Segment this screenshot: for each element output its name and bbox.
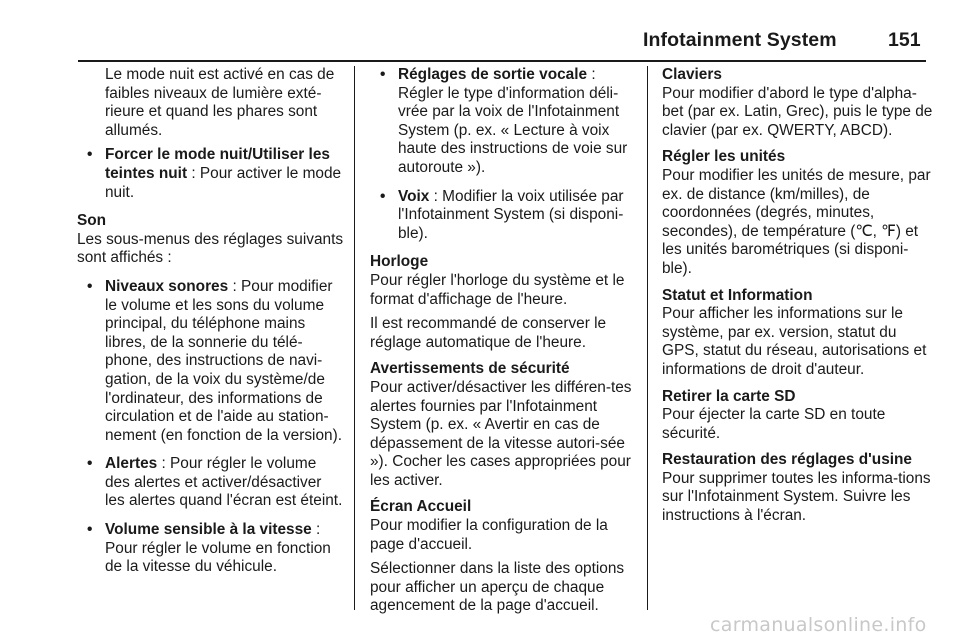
page-header: [0, 0, 960, 60]
bullet-dot: •: [87, 455, 93, 473]
paragraph: Pour régler l'horloge du système et le format d'affichage de l'heure.: [370, 271, 625, 308]
section-heading: Horloge: [370, 253, 429, 271]
paragraph: Les sous-menus des réglages suivants sont affichés :: [77, 230, 344, 267]
section-restauration: [662, 451, 937, 525]
section-heading: Statut et Information: [662, 286, 813, 304]
section-statut: [662, 287, 937, 380]
bullet-text: : Pour modifier le volume et les sons du volume principal, du téléphone mains libres, de la sonnerie du télé-phone, des instructions de navi-gation, de la voix du système/de l'ordinateur, des informations de circulation et de l'aide au station-nement (en fonction de la version).: [105, 277, 342, 444]
bullet-term: Voix: [398, 187, 430, 205]
section-heading: Son: [77, 212, 107, 230]
bullet-text: : Pour régler le volume des alertes et activer/désactiver les alertes quand l'écran est éteint.: [105, 455, 343, 510]
bullet-term: Forcer le mode nuit/Utiliser les teintes nuit: [105, 146, 330, 182]
bullet-dot: •: [380, 187, 386, 205]
paragraph: Le mode nuit est activé en cas de faibles niveaux de lumière exté-rieure et quand les phares sont allumés.: [105, 66, 335, 139]
bullet-dot: •: [87, 277, 93, 295]
column-divider: [647, 66, 648, 610]
paragraph: Pour activer/désactiver les différen-tes alertes fournies par l'Infotainment System (p. ex. « Avertir en cas de dépassement de la vitesse autori-sée »). Cocher les cases appropriées pour les activer.: [370, 378, 632, 489]
bullet-term: Réglages de sortie vocale: [398, 66, 588, 83]
section-heading: Écran Accueil: [370, 498, 472, 516]
section-avertissements: [370, 360, 640, 490]
section-heading: Restauration des réglages d'usine: [662, 451, 912, 469]
bullet-text: : Modifier la voix utilisée par l'Infotainment System (si disponi-ble).: [398, 187, 624, 242]
bullet-item: [77, 146, 345, 202]
column-2: [370, 66, 640, 624]
bullet-term: Alertes: [105, 455, 158, 473]
page-number: 151: [888, 29, 921, 51]
section-horloge: [370, 253, 640, 352]
bullet-text: : Pour activer le mode nuit.: [105, 164, 342, 201]
watermark: carmanualsonline.info: [710, 614, 927, 636]
bullet-dot: •: [380, 66, 386, 83]
paragraph: Il est recommandé de conserver le réglage automatique de l'heure.: [370, 315, 607, 351]
paragraph: Pour éjecter la carte SD en toute sécurité.: [662, 406, 886, 442]
bullet-text: : Pour régler le volume en fonction de la vitesse du véhicule.: [105, 521, 331, 576]
paragraph: Pour afficher les informations sur le système, par ex. version, statut du GPS, statut du réseau, autorisations et informations de droit d'auteur.: [662, 305, 927, 378]
column-3: [662, 66, 937, 534]
bullet-term: Niveaux sonores: [105, 277, 229, 295]
header-title: Infotainment System: [643, 29, 837, 51]
section-heading: Claviers: [662, 66, 722, 83]
column-divider: [354, 66, 355, 610]
paragraph: Sélectionner dans la liste des options pour afficher un aperçu de chaque agencement de la page d'accueil.: [370, 560, 625, 615]
section-heading: Retirer la carte SD: [662, 387, 796, 405]
bullet-item: [77, 278, 345, 445]
paragraph: Pour modifier la configuration de la page d'accueil.: [370, 517, 608, 553]
section-heading: Avertissements de sécurité: [370, 360, 570, 378]
bullet-item: [77, 521, 345, 577]
header-rule: [78, 60, 926, 62]
bullet-dot: •: [87, 521, 93, 539]
bullet-item: [370, 66, 640, 178]
column-1: [77, 66, 345, 587]
paragraph: Pour supprimer toutes les informa-tions sur l'Infotainment System. Suivre les instructions à l'écran.: [662, 469, 931, 525]
paragraph: Pour modifier d'abord le type d'alpha-bet (par ex. Latin, Grec), puis le type de clavier (par ex. QWERTY, ABCD).: [662, 84, 933, 139]
section-son: [77, 212, 345, 577]
bullet-text: : Régler le type d'information déli-vrée par la voix de l'Infotainment System (p. ex. « Lecture à voix haute des instructions de voie sur autoroute »).: [398, 66, 628, 176]
section-heading: Régler les unités: [662, 148, 786, 166]
section-claviers: [662, 66, 937, 140]
bullet-item: [370, 188, 640, 244]
section-carte-sd: [662, 388, 937, 444]
bullet-term: Volume sensible à la vitesse: [105, 521, 312, 539]
bullet-dot: •: [87, 146, 93, 164]
section-ecran-accueil: [370, 498, 640, 616]
bullet-item: [77, 455, 345, 511]
section-unites: [662, 148, 937, 278]
paragraph: Pour modifier les unités de mesure, par ex. de distance (km/milles), de coordonnées (degrés, minutes, secondes), de température (℃, ℉) et les unités barométriques (si disponi-ble).: [662, 166, 931, 277]
